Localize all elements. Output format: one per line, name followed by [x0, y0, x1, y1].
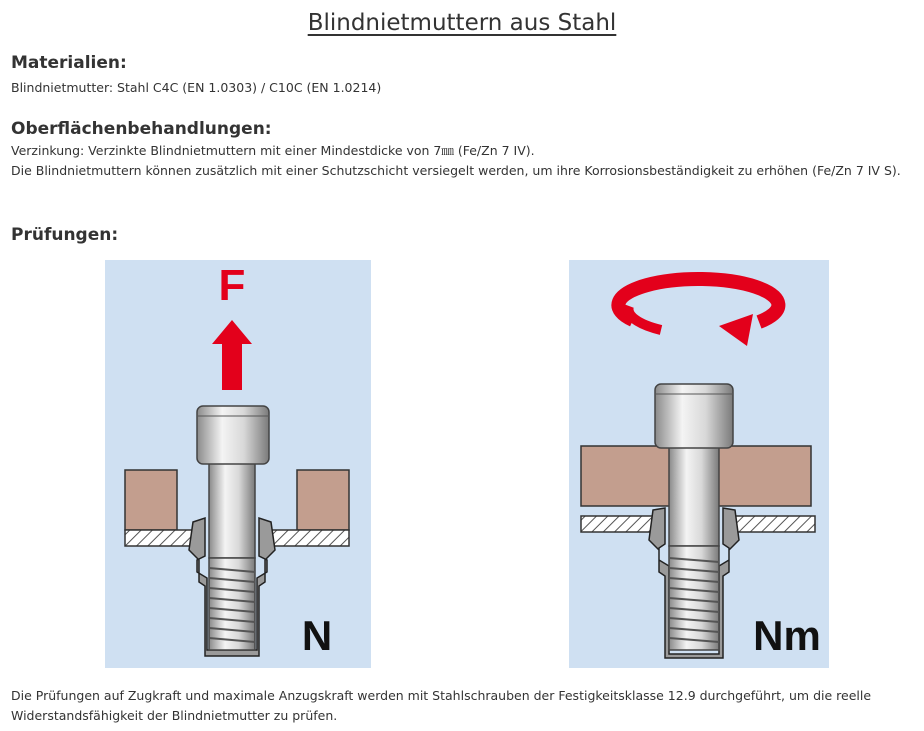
surface-heading: Oberflächenbehandlungen:	[11, 119, 272, 139]
materials-heading: Materialien:	[11, 53, 127, 73]
tests-description: Die Prüfungen auf Zugkraft und maximale Anzugskraft werden mit Stahlschrauben der Festigkeitsklasse 12.9 durchgeführt, um die reelle Widerstandsfähigkeit der Blindnietmutter zu prüfen.	[11, 688, 872, 723]
plate-right	[297, 470, 349, 530]
unit-label-n: N	[301, 612, 333, 659]
surface-text-2: Die Blindnietmuttern können zusätzlich mit einer Schutzschicht versiegelt werden, um ihre Korrosionsbeständigkeit zu erhöhen (Fe/Zn 7 IV S).	[11, 163, 901, 178]
materials-text: Blindnietmutter: Stahl C4C (EN 1.0303) / C10C (EN 1.0214)	[11, 80, 382, 95]
page-title: Blindnietmuttern aus Stahl	[307, 10, 617, 36]
tests-heading: Prüfungen:	[11, 225, 119, 245]
torque-test-figure	[569, 260, 829, 668]
plate-left	[125, 470, 177, 530]
unit-label-nm: Nm	[753, 612, 821, 659]
force-label: F	[218, 261, 246, 310]
bolt-head	[197, 406, 269, 464]
tensile-test-figure	[105, 260, 371, 668]
surface-text-1: Verzinkung: Verzinkte Blindnietmuttern mit einer Mindestdicke von 7㎜ (Fe/Zn 7 IV).	[11, 143, 535, 158]
